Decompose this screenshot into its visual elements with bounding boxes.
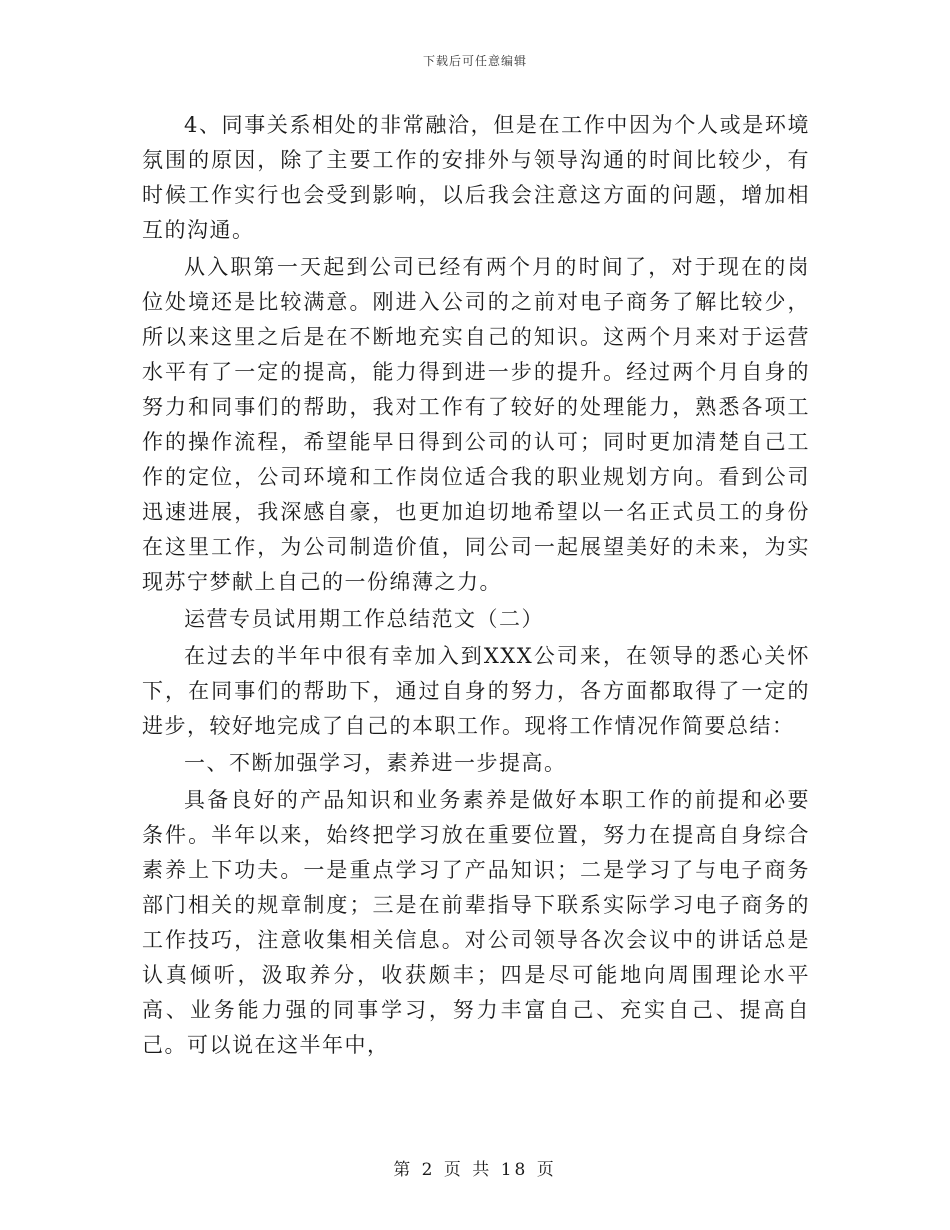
page-header-note: 下载后可任意编辑 — [422, 54, 527, 68]
page-number-footer: 第 2 页 共 18 页 — [393, 1160, 557, 1180]
paragraph-intro: 在过去的半年中很有幸加入到XXX公司来，在领导的悉心关怀下，在同事们的帮助下，通过自身的努力，各方面都取得了一定的进步，较好地完成了自己的本职工作。现将工作情况作简要总结： — [142, 644, 810, 738]
paragraph-two-months-summary: 从入职第一天起到公司已经有两个月的时间了，对于现在的岗位处境还是比较满意。刚进入公司的之前对电子商务了解比较少，所以来这里之后是在不断地充实自己的知识。这两个月来对于运营水平有了一定的提高，能力得到进一步的提升。经过两个月自身的努力和同事们的帮助，我对工作有了较好的处理能力，熟悉各项工作的操作流程，希望能早日得到公司的认可；同时更加清楚自己工作的定位，公司环境和工作岗位适合我的职业规划方向。看到公司迅速进展，我深感自豪，也更加迫切地希望以一名正式员工的身份在这里工作，为公司制造价值，同公司一起展望美好的未来，为实现苏宁梦献上自己的一份绵薄之力。 — [142, 255, 810, 594]
document-body — [142, 108, 810, 1065]
paragraph-communication: 4、同事关系相处的非常融洽，但是在工作中因为个人或是环境氛围的原因，除了主要工作的安排外与领导沟通的时间比较少，有时候工作实行也会受到影响，以后我会注意这方面的问题，增加相互的沟通。 — [142, 113, 810, 242]
section-title-sample-two: 运营专员试用期工作总结范文（二） — [184, 607, 544, 631]
paragraph-learning-detail: 具备良好的产品知识和业务素养是做好本职工作的前提和必要条件。半年以来，始终把学习放在重要位置，努力在提高自身综合素养上下功夫。一是重点学习了产品知识；二是学习了与电子商务部门相关的规章制度；三是在前辈指导下联系实际学习电子商务的工作技巧，注意收集相关信息。对公司领导各次会议中的讲话总是认真倾听，汲取养分，收获颇丰；四是尽可能地向周围理论水平高、业务能力强的同事学习，努力丰富自己、充实自己、提高自己。可以说在这半年中， — [142, 788, 810, 1057]
subheading-learning: 一、不断加强学习，素养进一步提高。 — [184, 751, 567, 775]
